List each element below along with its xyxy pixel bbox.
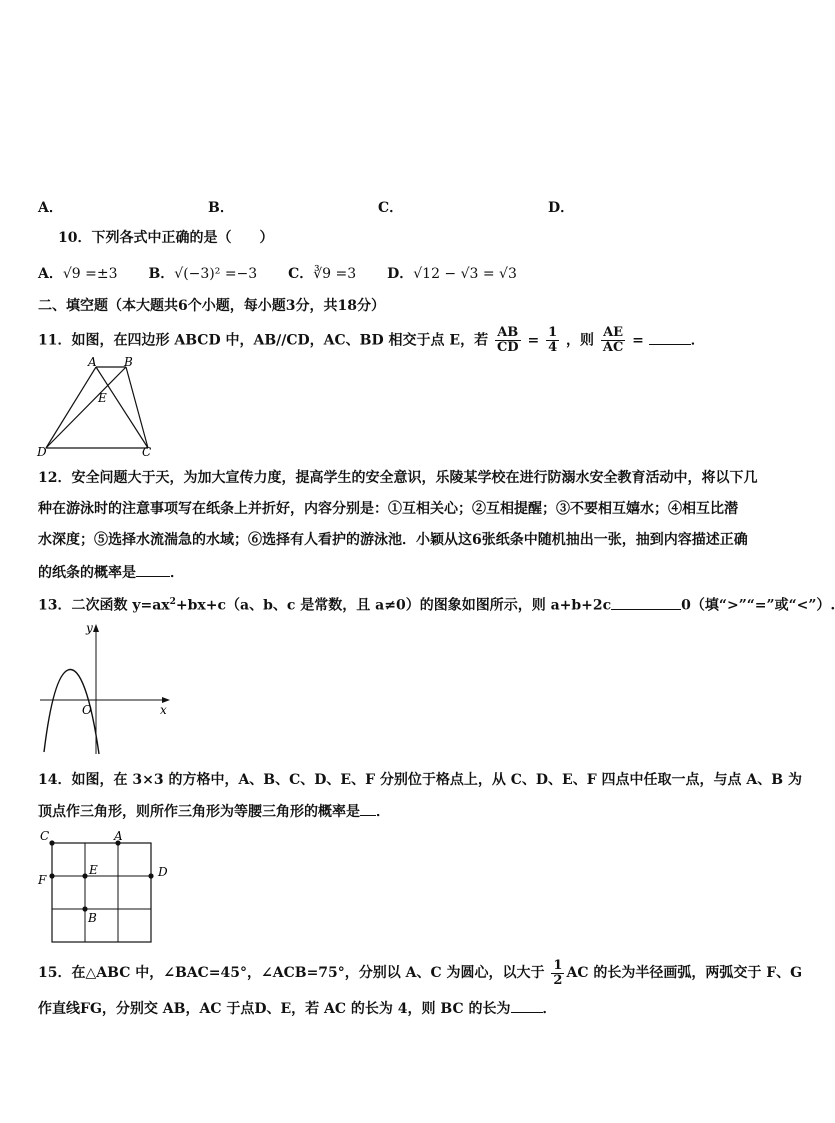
q13-parabola-figure [36, 618, 174, 756]
q12-answer-blank [136, 562, 170, 577]
q13-sup: 2 [169, 597, 176, 607]
q11-trapezoid-figure [36, 352, 158, 458]
q12-line-2: 种在游泳时的注意事项写在纸条上并折好，内容分别是：①互相关心；②互相提醒；③不要相互嬉水；④相互比潜 [38, 501, 738, 517]
q15-suffix: AC 的长为半径画弧，两弧交于 F、G [566, 965, 803, 981]
q15-line-2-end: ． [542, 1001, 557, 1017]
q12-line-4-text: 的纸条的概率是 [38, 565, 136, 581]
q14-suffix: ． [376, 804, 390, 820]
q15-line-2-text: 作直线FG，分别交 AB，AC 于点D、E，若 AC 的长为 4，则 BC 的长为 [38, 1001, 511, 1017]
q14-grid-figure [34, 826, 174, 950]
q15-frac-half [551, 959, 564, 988]
q13-text [38, 592, 835, 616]
q11-eq2: = [632, 332, 644, 349]
q14-line-2-text: 顶点作三角形，则所作三角形为等腰三角形的概率是 [38, 804, 360, 820]
q14-label-f: F [38, 873, 47, 887]
q13-text-a: 13．二次函数 y=ax [38, 597, 170, 614]
q14-label-b: B [88, 911, 97, 925]
q11-prefix: 11．如图，在四边形 ABCD 中，AB∕∕CD，AC、BD 相交于点 E，若 [38, 332, 489, 349]
q11-label-c: C [142, 445, 152, 459]
q12-line-1: 12．安全问题大于天，为加大宣传力度，提高学生的安全意识，乐陵某学校在进行防溺水安全教育活动中，将以下几 [38, 470, 758, 486]
q15-answer-blank [511, 998, 543, 1013]
q13-text-b: +bx+c（a、b、c 是常数，且 a≠0）的图象如图所示，则 a+b+2c [175, 597, 612, 614]
q11-answer-blank [649, 330, 691, 345]
q9-option-a: A． [38, 200, 63, 216]
q10-d-label: D． [387, 266, 414, 282]
q10-options [38, 264, 517, 284]
q11-mid: ，则 [565, 332, 594, 349]
q9-option-c: C． [378, 200, 404, 216]
q9-option-d: D． [548, 200, 575, 216]
q11-eq1: = [527, 332, 540, 349]
q11-frac3-num: AE [601, 326, 625, 341]
q11-label-a: A [88, 355, 97, 369]
q13-label-o: O [82, 703, 92, 717]
q15-frac-num: 1 [553, 957, 563, 973]
q11-frac1-den: CD [496, 340, 519, 355]
section-heading: 二、填空题（本大题共6个小题，每小题3分，共18分） [38, 298, 385, 314]
q10-a-expr: √9 =±3 [62, 266, 118, 282]
q14-label-c: C [40, 829, 50, 843]
q14-label-e: E [89, 863, 98, 877]
q11-frac3-den: AC [602, 340, 624, 355]
q10-b-expr: √(−3)² =−3 [174, 266, 258, 282]
q14-line-1: 14．如图，在 3×3 的方格中，A、B、C、D、E、F 分别位于格点上，从 C、D、E、F 四点中任取一点，与点 A、B 为 [38, 772, 802, 788]
q11-label-d: D [37, 445, 47, 459]
q15-line-2 [38, 998, 557, 1019]
q11-text [38, 326, 705, 355]
q14-answer-blank [360, 801, 376, 816]
q11-frac2-num: 1 [548, 325, 558, 340]
q12-line-4 [38, 562, 184, 583]
q13-text-c: 0（填“>”“=”或“<”）. [681, 597, 835, 614]
q14-line-2 [38, 801, 390, 822]
q10-a-label: A． [38, 266, 63, 282]
q9-option-b: B． [208, 200, 234, 216]
q14-label-d: D [158, 865, 168, 879]
q15-prefix: 15．在△ABC 中，∠BAC=45°，∠ACB=75°，分别以 A、C 为圆心，以大于 [38, 965, 545, 981]
q10-stem: 10．下列各式中正确的是（ ） [58, 230, 274, 246]
q11-frac-1-4 [546, 326, 559, 355]
q12-suffix: ． [170, 565, 184, 581]
q11-frac2-den: 4 [548, 340, 558, 355]
q11-frac-ab-cd [495, 326, 521, 355]
q13-label-x: x [160, 703, 167, 717]
q12-line-3: 水深度；⑤选择水流湍急的水域；⑥选择有人看护的游泳池．小颖从这6张纸条中随机抽出一张，抽到内容描述正确 [38, 532, 748, 548]
q11-label-e: E [98, 391, 107, 405]
q10-b-label: B． [148, 266, 175, 282]
q11-label-b: B [124, 355, 133, 369]
q13-label-y: y [86, 621, 93, 635]
q11-frac-ae-ac [601, 326, 625, 355]
q13-answer-blank [611, 595, 681, 610]
q10-c-label: C． [288, 266, 314, 282]
q10-c-expr: ∛9 =3 [313, 266, 357, 282]
q14-label-a: A [114, 829, 123, 843]
q10-d-expr: √12 − √3 = √3 [413, 266, 517, 282]
q15-line-1 [38, 958, 802, 988]
q11-frac1-num: AB [495, 326, 521, 341]
q11-suffix: ． [690, 332, 705, 349]
q15-frac-den: 2 [553, 972, 563, 988]
